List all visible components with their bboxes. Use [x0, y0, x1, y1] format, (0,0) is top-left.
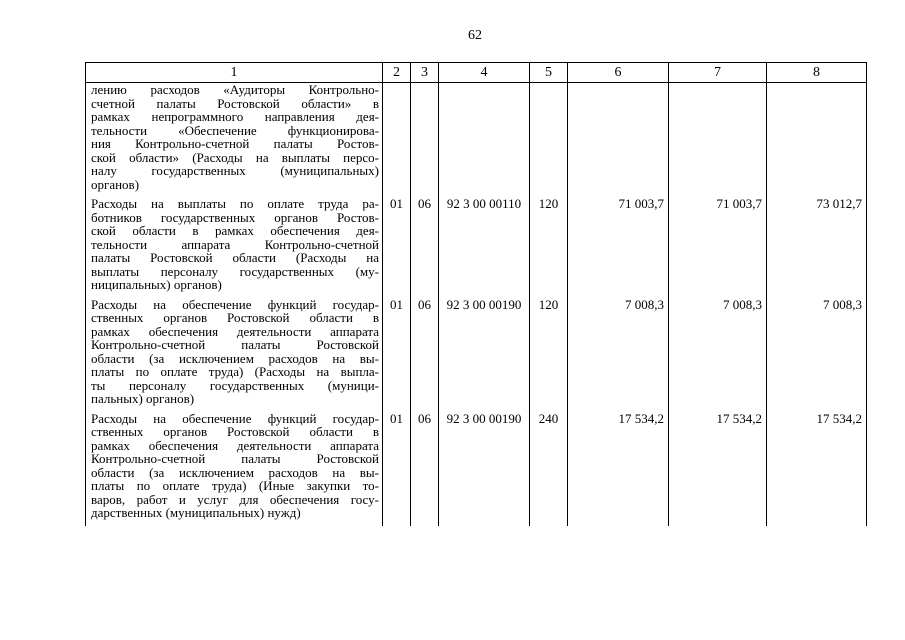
col-header-6: 6 [568, 63, 669, 83]
cell-target-article: 92 3 00 00190 [439, 298, 530, 412]
row-description: лению расходов «Аудиторы Контрольно- счетной палаты Ростовской области» в рамках непрограммного направления дея- тельности «Обеспечение функционирова- ния Контрольно-счетной палаты Ростов- ской области» (Расходы на выплаты персо- налу государственных (муниципальных) органов) [86, 83, 383, 198]
cell-amount-col8: 73 012,7 [767, 197, 867, 298]
cell-amount-col7 [669, 83, 767, 198]
cell-expense-type: 120 [530, 197, 568, 298]
col-header-5: 5 [530, 63, 568, 83]
col-header-4: 4 [439, 63, 530, 83]
cell-expense-type [530, 83, 568, 198]
cell-section: 01 [383, 298, 411, 412]
col-header-2: 2 [383, 63, 411, 83]
cell-section: 01 [383, 197, 411, 298]
table-row [86, 412, 867, 526]
table-row [86, 83, 867, 198]
table-row [86, 197, 867, 298]
cell-subsection: 06 [411, 298, 439, 412]
cell-amount-col6: 17 534,2 [568, 412, 669, 526]
cell-target-article: 92 3 00 00190 [439, 412, 530, 526]
cell-target-article [439, 83, 530, 198]
cell-section [383, 83, 411, 198]
cell-amount-col6: 7 008,3 [568, 298, 669, 412]
cell-amount-col7: 7 008,3 [669, 298, 767, 412]
cell-amount-col7: 71 003,7 [669, 197, 767, 298]
cell-amount-col8: 7 008,3 [767, 298, 867, 412]
row-description: Расходы на обеспечение функций государ- ственных органов Ростовской области в рамках обеспечения деятельности аппарата Контрольно-счетной палаты Ростовской области (за исключением расходов на вы- платы по оплате труда) (Расходы на выпла- ты персоналу государственных (муници- пальных) органов) [86, 298, 383, 412]
cell-amount-col8: 17 534,2 [767, 412, 867, 526]
col-header-1: 1 [86, 63, 383, 83]
cell-subsection [411, 83, 439, 198]
col-header-3: 3 [411, 63, 439, 83]
cell-expense-type: 120 [530, 298, 568, 412]
col-header-7: 7 [669, 63, 767, 83]
table-row [86, 298, 867, 412]
cell-section: 01 [383, 412, 411, 526]
cell-amount-col7: 17 534,2 [669, 412, 767, 526]
cell-amount-col6: 71 003,7 [568, 197, 669, 298]
row-description: Расходы на обеспечение функций государ- ственных органов Ростовской области в рамках обеспечения деятельности аппарата Контрольно-счетной палаты Ростовской области (за исключением расходов на вы- платы по оплате труда) (Иные закупки то- варов, работ и услуг для обеспечения госу- дарственных (муниципальных) нужд) [86, 412, 383, 526]
header-row [86, 63, 867, 83]
cell-target-article: 92 3 00 00110 [439, 197, 530, 298]
col-header-8: 8 [767, 63, 867, 83]
cell-amount-col6 [568, 83, 669, 198]
page-number: 62 [468, 28, 482, 43]
cell-amount-col8 [767, 83, 867, 198]
cell-subsection: 06 [411, 412, 439, 526]
row-description: Расходы на выплаты по оплате труда ра- ботников государственных органов Ростов- ской области в рамках обеспечения дея- тельности аппарата Контрольно-счетной палаты Ростовской области (Расходы на выплаты персоналу государственных (му- ниципальных) органов) [86, 197, 383, 298]
cell-subsection: 06 [411, 197, 439, 298]
cell-expense-type: 240 [530, 412, 568, 526]
budget-table [85, 62, 867, 526]
